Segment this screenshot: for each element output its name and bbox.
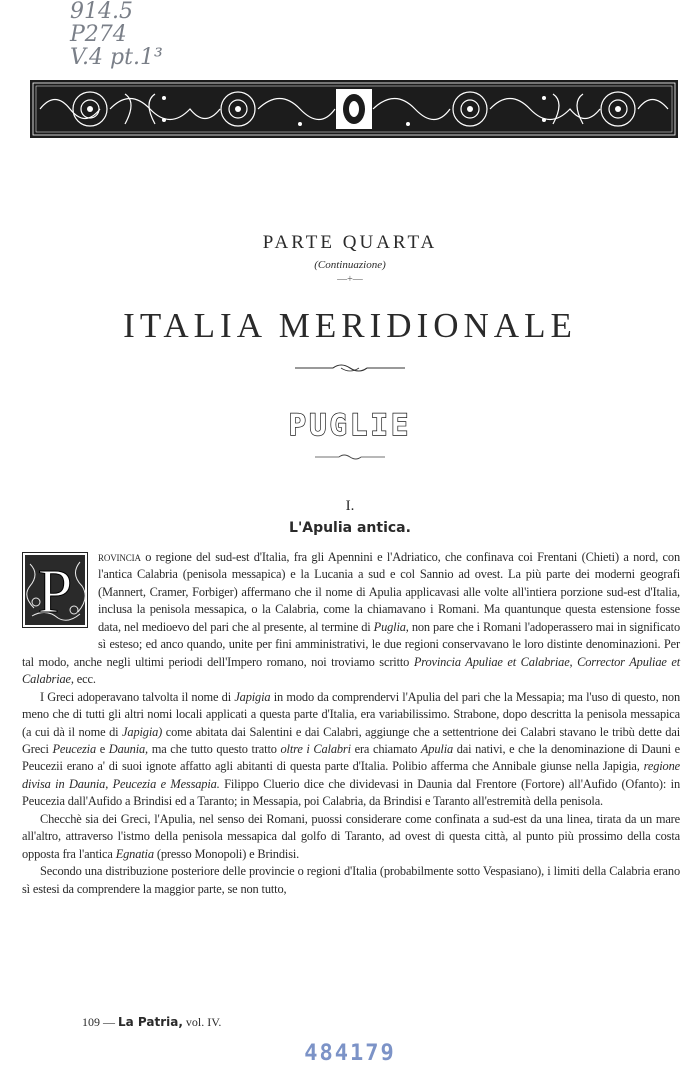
text-span: I Greci adoperavano talvolta il nome di (40, 689, 235, 704)
text-span: non pare che i Romani l'adoperassero mai in significato sì esteso; ed anco quando, unite per fini amministrativi, le due regioni conservavano le loro distinte denominazioni. Per tal modo, anche negli ultimi periodi dell'Impero romano, noi troviamo scritto (22, 619, 680, 669)
section-title: PUGLIE (288, 408, 412, 442)
italic-span: Egnatia (115, 846, 154, 861)
text-span: ma che tutto questo tratto (148, 741, 281, 756)
italic-span: Peucezia (52, 741, 97, 756)
dropcap-letter: P (37, 558, 73, 626)
text-span: Checchè sia dei Greci, l'Apulia, nel senso dei Romani, puossi considerare come confinata a sud-est da una linea, tirata da un mare all'altro, attraverso l'istmo della penisola messapica dal golfo di Taranto, ad ovest di questa città, al punto più prossimo della costa opposta fra l'antica (22, 811, 680, 861)
text-span: dai nativi, e che la denominazione di Dauni e Peucezii erano a' di suoi ignote affatto agli abitanti di questa parte d'Italia. Polibio afferma che Annibale giunse nella Japigia, (22, 741, 681, 774)
text-span: rovincia (98, 550, 141, 564)
swash-ornament (293, 362, 407, 374)
italic-span: Puglia, (373, 619, 409, 634)
paragraph (22, 811, 680, 863)
work-title: La Patria, (118, 1015, 183, 1029)
page-footer (82, 1015, 221, 1030)
text-span: ecc. (73, 672, 96, 687)
text-span: Filippo Cluerio dice che dividevasi in Daunia dal Frentore (Fortore) all'Aufido (Ofanto): in Peucezia dall'Aufido a Brindisi ed a Taranto; in Messapia, poi Calabria, da Brindisi e Taranto all'estremità della penisola. (22, 776, 680, 809)
handwritten-line: 914.5 (70, 0, 133, 24)
italic-span: Japigia (234, 689, 271, 704)
text-span: come abitata dai Salentini e dai Calabri, aggiunge che a settentrione dei Calabri stavano le tribù dette dai Greci (22, 724, 680, 756)
text-span: o regione del sud-est d'Italia, fra gli Apennini e l'Adriatico, che confinava coi Frentani (Chieti) a nord, con l'antica Calabria (penisola messapica) e la Lucania a sud e col Sannio ad ovest. La più parte dei moderni geografi (Mannert, Cramer, Forbiger) affermano che il nome di Apulia applicavasi alle volte all'intiera porzione sud-est d'Italia, inclusa la penisola messapica, o la Calabria, come la chiamavano i Romani. Ma quantunque questa estensione fosse data, nel medioevo del pari che al presente, al termine di (98, 550, 680, 634)
text-span: (presso Monopoli) e Brindisi. (153, 846, 300, 861)
italic-span: regione divisa in Daunia, Peucezia e Messapia. (22, 759, 680, 791)
handwritten-line: P274 (70, 22, 127, 47)
sheet-number: 109 — (82, 1015, 115, 1029)
chapter-title: L'Apulia antica. (289, 520, 411, 536)
chapter-number: I. (345, 498, 355, 514)
italic-span: Apulia (420, 741, 454, 756)
italic-span: Japigia) (122, 724, 163, 739)
library-stamp-number: 484179 (304, 1041, 396, 1066)
ornamental-banner (30, 80, 678, 138)
handwritten-call-number (70, 0, 163, 69)
main-title: ITALIA MERIDIONALE (123, 306, 577, 345)
italic-span: Provincia Apuliae et Calabriae, Corrector Apuliae et Calabriae, (22, 654, 680, 687)
small-ornament: —+— (337, 274, 363, 285)
part-subtitle: (Continuazione) (314, 259, 386, 271)
italic-span: oltre i Calabri (280, 741, 351, 756)
text-span: Secondo una distribuzione posteriore delle provincie o regioni d'Italia (probabilmente sotto Vespasiano), i limiti della Calabria erano sì estesi da comprendere la maggior parte, se non tutto, (22, 864, 680, 896)
paragraph (22, 689, 680, 811)
body-text (22, 549, 680, 898)
paragraph (22, 549, 680, 689)
italic-span: Daunia, (108, 741, 149, 756)
paragraph (22, 863, 680, 898)
handwritten-line: V.4 pt.1³ (70, 45, 163, 70)
volume-label: vol. IV. (182, 1015, 222, 1029)
text-span: in modo da comprendervi l'Apulia del pari che la Messapia; ma l'uso di questo, non meno che di tutti gli altri nomi locali applicati a questa parte d'Italia, era variabilissimo. Strabone, dopo descritta la penisola messapica (a cui dà il nome di (22, 689, 680, 739)
text-span: e (96, 741, 109, 756)
part-title: PARTE QUARTA (262, 232, 438, 253)
swash-ornament-small (313, 452, 387, 462)
text-span: era chiamato (350, 741, 421, 756)
